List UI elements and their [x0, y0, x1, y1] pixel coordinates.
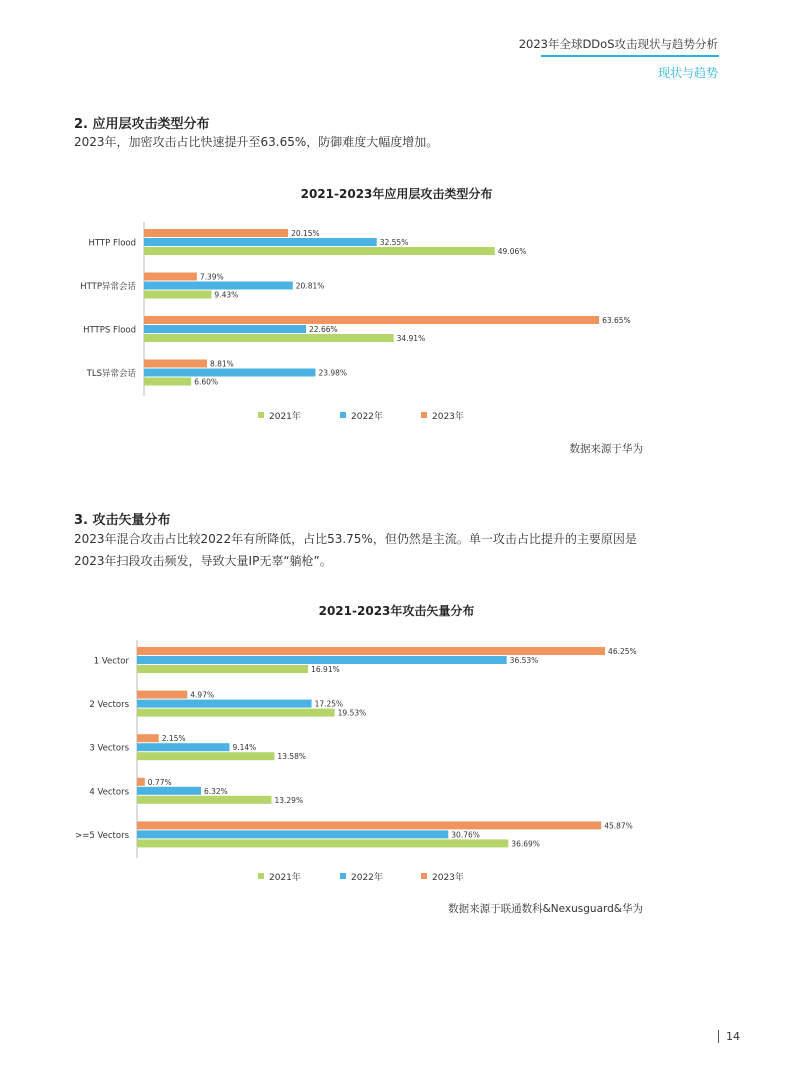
data-label-2021-4: 36.69% — [511, 839, 540, 849]
legend-label-2021: 2021年 — [269, 873, 301, 883]
section-2-paragraph: 2023年，加密攻击占比快速提升至63.65%，防御难度大幅度增加。 — [74, 135, 439, 149]
data-label-2022-2: 22.66% — [309, 325, 338, 334]
data-label-2021-2: 13.58% — [277, 752, 307, 762]
bar-2023-4 — [137, 821, 601, 829]
chart-1-source: 数据来源于华为 — [569, 443, 643, 455]
data-label-2021-0: 49.06% — [497, 247, 527, 256]
data-label-2022-3: 6.32% — [203, 786, 228, 796]
document-header-title: 2023年全球DDoS攻击现状与趋势分析 — [518, 37, 718, 51]
bar-2021-1 — [137, 709, 335, 717]
bar-2023-2 — [137, 734, 159, 742]
data-label-2022-2: 9.14% — [232, 743, 257, 753]
page-number: 14 — [726, 1030, 740, 1043]
data-label-2023-3: 8.81% — [209, 359, 234, 369]
data-label-2023-1: 4.97% — [190, 690, 215, 700]
data-label-2022-3: 23.98% — [318, 368, 348, 378]
bar-2023-0 — [137, 647, 605, 655]
section-3-paragraph-line-2: 2023年扫段攻击频发，导致大量IP无辜“躺枪”。 — [74, 554, 332, 568]
bar-2022-4 — [137, 830, 448, 838]
data-label-2021-1: 9.43% — [214, 290, 239, 300]
category-label-0: 1 Vector — [93, 656, 129, 667]
data-label-2023-2: 2.15% — [161, 734, 186, 744]
data-label-2022-1: 17.25% — [314, 699, 344, 709]
bar-2021-3 — [137, 796, 271, 804]
section-3-title: 3. 攻击矢量分布 — [74, 513, 171, 528]
category-label-1: 2 Vectors — [89, 700, 129, 711]
chart-1-title: 2021-2023年应用层攻击类型分布 — [300, 187, 493, 201]
legend-label-2022: 2022年 — [351, 412, 383, 422]
legend-label-2022: 2022年 — [351, 873, 383, 883]
data-label-2022-0: 36.53% — [509, 656, 539, 665]
data-label-2023-1: 7.39% — [199, 272, 224, 282]
data-label-2023-4: 45.87% — [604, 821, 633, 831]
section-2-title: 2. 应用层攻击类型分布 — [74, 117, 210, 132]
bar-2022-2 — [137, 743, 229, 751]
bar-2021-4 — [137, 839, 508, 847]
data-label-2021-2: 34.91% — [396, 334, 426, 343]
bar-2022-1 — [137, 700, 312, 708]
page-number-separator — [718, 1030, 719, 1043]
data-label-2021-1: 19.53% — [337, 708, 367, 718]
legend-label-2023: 2023年 — [432, 412, 464, 422]
data-label-2021-3: 6.60% — [194, 377, 219, 387]
category-label-2: 3 Vectors — [89, 743, 129, 754]
bar-2022-3 — [137, 787, 201, 795]
data-label-2022-4: 30.76% — [451, 830, 480, 840]
legend-label-2023: 2023年 — [432, 873, 464, 883]
data-label-2021-0: 16.91% — [311, 665, 340, 674]
data-label-2022-1: 20.81% — [295, 281, 325, 291]
data-label-2023-0: 20.15% — [291, 229, 320, 238]
data-label-2023-3: 0.77% — [147, 777, 172, 787]
bar-2021-0 — [137, 665, 308, 673]
category-label-1: HTTP异常会话 — [80, 282, 136, 292]
category-label-2: HTTPS Flood — [83, 325, 136, 336]
legend-swatch-2023 — [421, 873, 427, 879]
legend-label-2021: 2021年 — [269, 412, 301, 422]
data-label-2021-3: 13.29% — [274, 795, 304, 805]
category-label-4: >=5 Vectors — [75, 830, 129, 841]
data-label-2023-0: 46.25% — [608, 647, 637, 656]
category-label-0: HTTP Flood — [88, 238, 136, 249]
chart-2-source: 数据来源于联通数科&Nexusguard&华为 — [448, 903, 643, 915]
legend-swatch-2022 — [340, 873, 346, 879]
data-label-2022-0: 32.55% — [379, 238, 409, 247]
category-label-3: 4 Vectors — [89, 787, 129, 798]
category-label-3: TLS异常会话 — [86, 369, 136, 379]
section-3-paragraph-line-1: 2023年混合攻击占比较2022年有所降低，占比53.75%，但仍然是主流。单一攻击占比提升的主要原因是 — [74, 532, 637, 546]
bar-2023-3 — [137, 778, 145, 786]
bar-2021-2 — [137, 752, 274, 760]
legend-swatch-2021 — [258, 873, 264, 879]
chart-2-title: 2021-2023年攻击矢量分布 — [318, 604, 475, 618]
bar-2023-1 — [137, 691, 187, 699]
data-label-2023-2: 63.65% — [602, 316, 631, 325]
bar-2022-0 — [137, 656, 507, 664]
header-section-label: 现状与趋势 — [657, 66, 718, 80]
